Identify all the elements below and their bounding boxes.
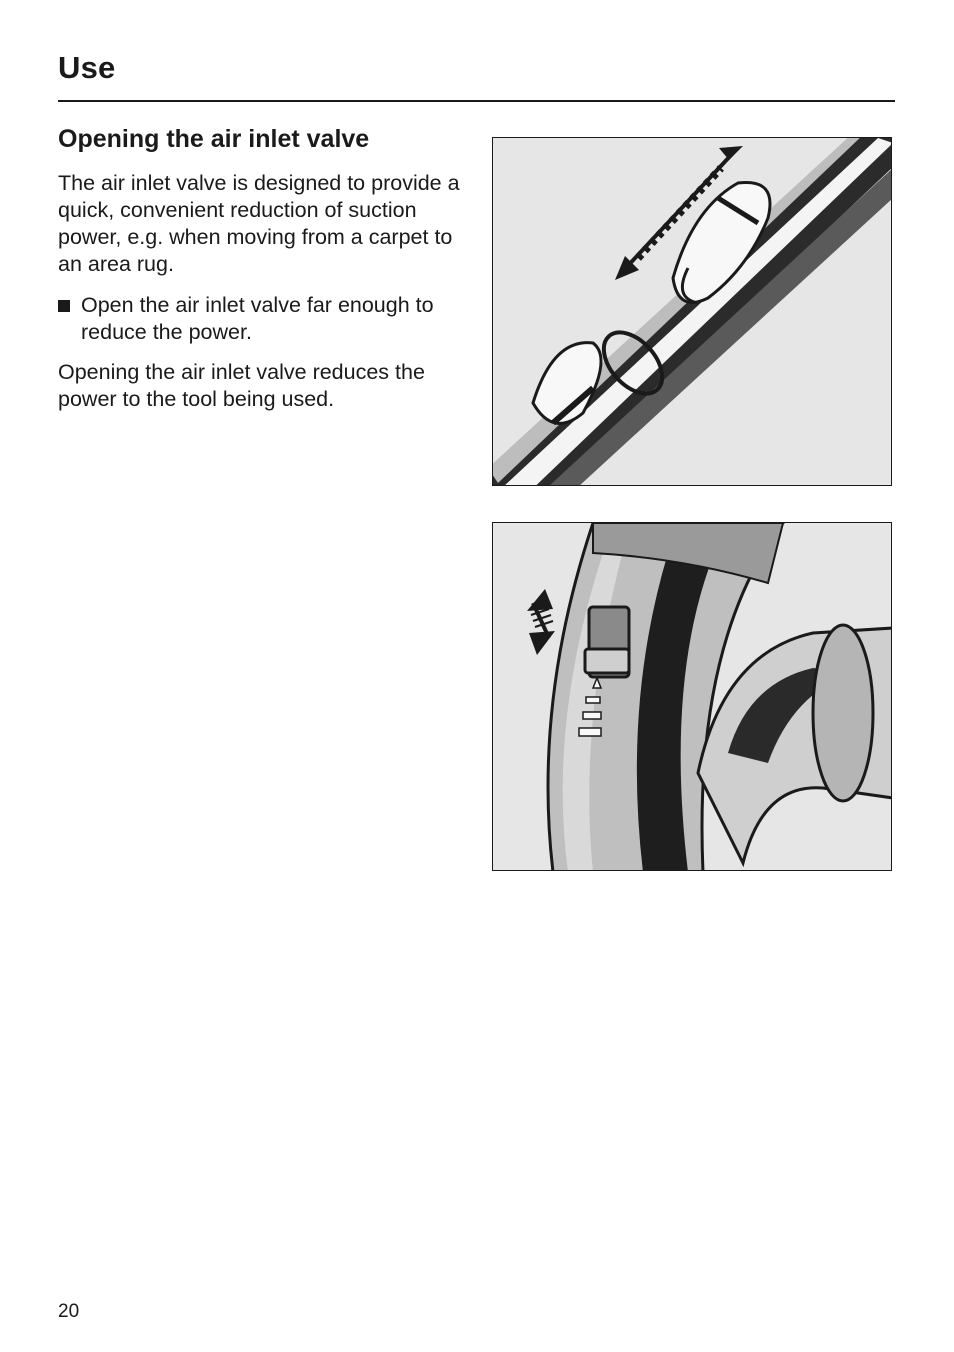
intro-paragraph: The air inlet valve is designed to provide a quick, convenient reduction of suction power, e.g. when moving from a carpet to an area rug. (58, 171, 460, 276)
result-paragraph: Opening the air inlet valve reduces the power to the tool being used. (58, 360, 425, 411)
page-title: Use (58, 50, 116, 85)
instruction-text: Open the air inlet valve far enough to reduce the power. (81, 293, 434, 344)
bullet-square-icon (58, 300, 70, 312)
page-number: 20 (58, 1301, 80, 1322)
section-title: Opening the air inlet valve (58, 125, 370, 153)
air-valve-wand-illustration (492, 137, 892, 486)
air-valve-handle-illustration (492, 522, 892, 871)
header-divider (58, 100, 895, 102)
